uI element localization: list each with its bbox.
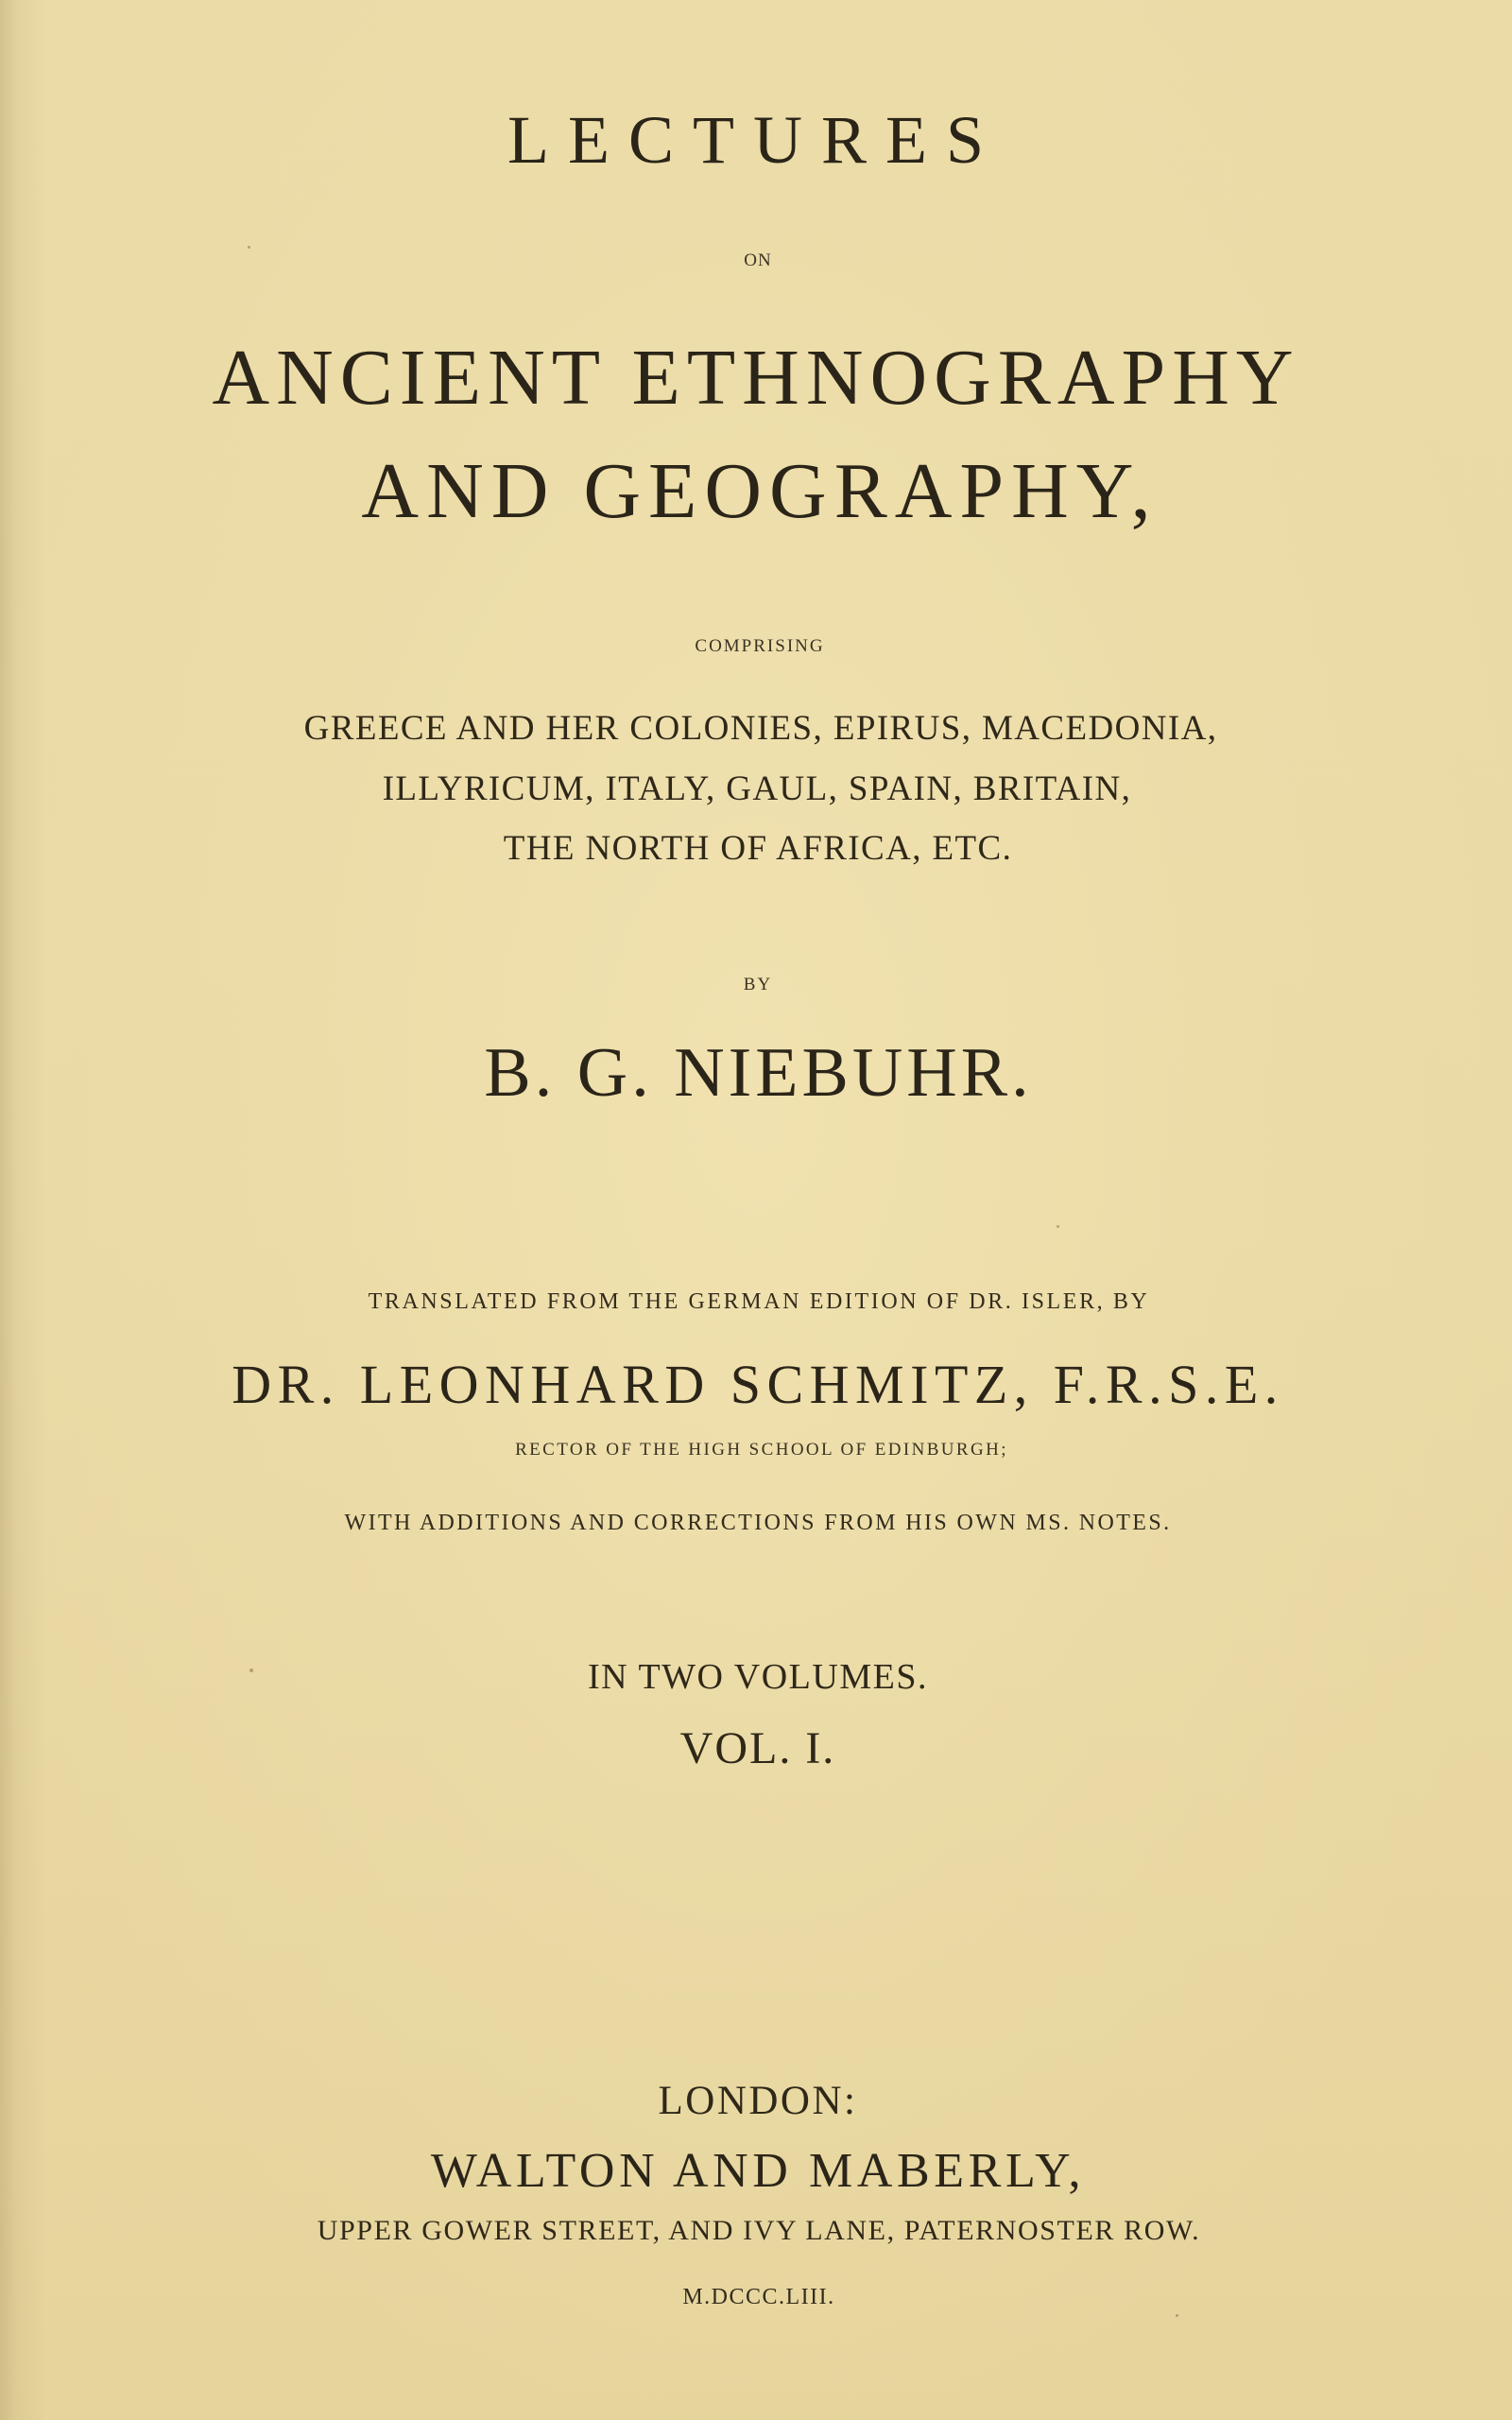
main-title-line-1: ANCIENT ETHNOGRAPHY bbox=[212, 334, 1300, 422]
author-name: B. G. NIEBUHR. bbox=[484, 1034, 1033, 1112]
translation-note: TRANSLATED FROM THE GERMAN EDITION OF DR. ISLER, BY bbox=[368, 1289, 1150, 1314]
translator-title: RECTOR OF THE HIGH SCHOOL OF EDINBURGH; bbox=[515, 1440, 1008, 1460]
by-label: BY bbox=[743, 975, 773, 994]
translator-name: DR. LEONHARD SCHMITZ, F.R.S.E. bbox=[232, 1354, 1284, 1415]
paper-speck bbox=[1057, 1225, 1059, 1228]
book-title: LECTURES bbox=[507, 102, 1003, 178]
contents-line-2: ILLYRICUM, ITALY, GAUL, SPAIN, BRITAIN, bbox=[382, 769, 1132, 808]
imprint-address: UPPER GOWER STREET, AND IVY LANE, PATERNOSTER ROW. bbox=[317, 2215, 1201, 2246]
additions-note: WITH ADDITIONS AND CORRECTIONS FROM HIS OWN MS. NOTES. bbox=[344, 1511, 1172, 1535]
comprising-label: COMPRISING bbox=[695, 636, 825, 656]
paper-speck bbox=[1176, 2314, 1178, 2317]
paper-speck bbox=[249, 1668, 253, 1672]
imprint-city: LONDON: bbox=[658, 2079, 858, 2123]
on-label: ON bbox=[744, 251, 772, 270]
paper-speck bbox=[248, 246, 250, 249]
imprint-publisher: WALTON AND MABERLY, bbox=[430, 2144, 1086, 2198]
main-title-line-2: AND GEOGRAPHY, bbox=[361, 447, 1159, 535]
contents-line-3: THE NORTH OF AFRICA, ETC. bbox=[503, 829, 1013, 868]
volumes-count: IN TWO VOLUMES. bbox=[588, 1657, 928, 1697]
imprint-date: M.DCCC.LIII. bbox=[682, 2285, 835, 2309]
volume-number: VOL. I. bbox=[679, 1723, 836, 1773]
contents-line-1: GREECE AND HER COLONIES, EPIRUS, MACEDONIA, bbox=[303, 709, 1218, 748]
